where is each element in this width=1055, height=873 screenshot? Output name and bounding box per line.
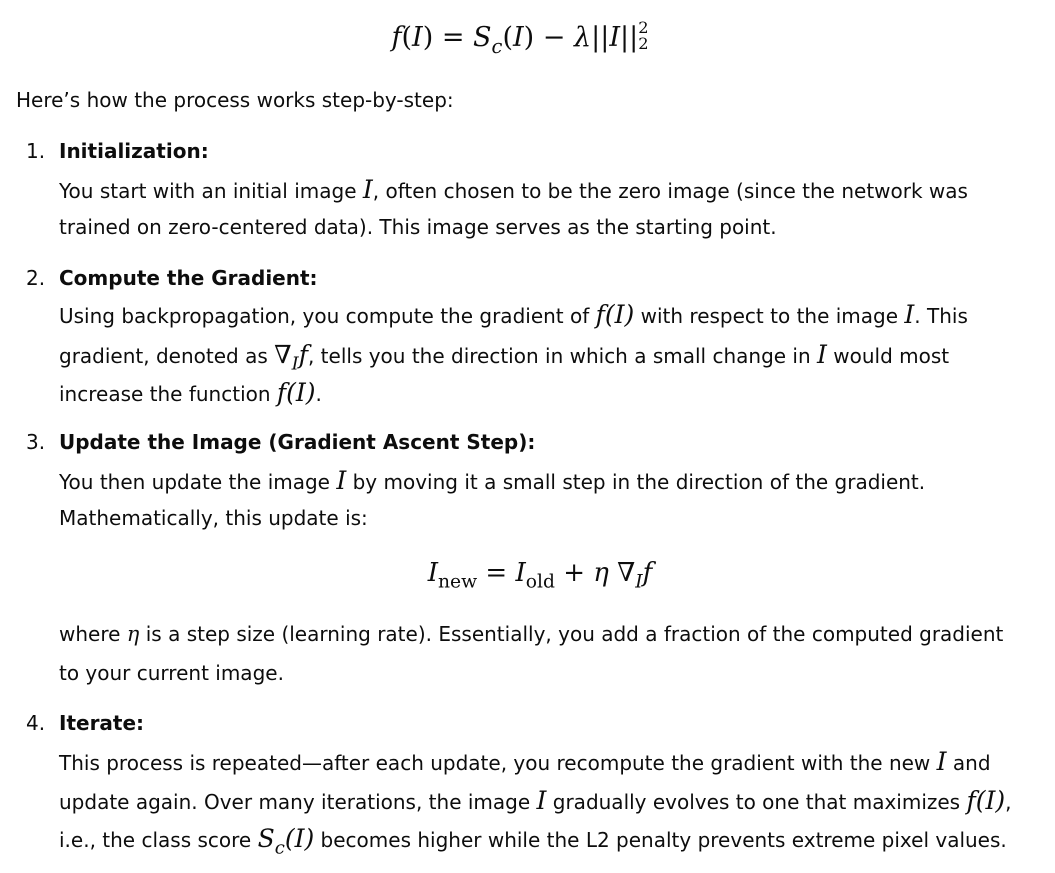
eq-norm-close: ||: [620, 21, 639, 53]
eq-c: c: [491, 34, 503, 58]
step-1-title: Initialization:: [59, 139, 209, 163]
math-I: I: [936, 747, 947, 776]
step-3-line-3: where η is a step size (learning rate). Essentially, you add a fraction of the computed gradient: [59, 622, 1004, 646]
math-I: I: [336, 466, 347, 495]
step-4-line-3: i.e., the class score $S_c(I)$ becomes higher while the L2 penalty prevents extreme pixel values.: [59, 824, 1007, 859]
objective-equation: $f(I) = S_c(I) - \lambda||I||$ 2 2: [391, 18, 649, 58]
step-4-number: 4.: [26, 711, 46, 735]
step-3-line-4: to your current image.: [59, 661, 284, 685]
intro-text: Here’s how the process works step-by-step:: [16, 88, 454, 112]
step-1-line-1: You start with an initial image I, often chosen to be the zero image (since the network was: [59, 175, 968, 204]
math-eta: η: [126, 622, 140, 646]
eq-equals: =: [433, 21, 474, 53]
eq-f: f: [391, 21, 402, 53]
math-fI: f(I): [276, 378, 316, 407]
step-2-line-2: gradient, denoted as $\nabla_If$, tells you the direction in which a small change in I would most: [59, 340, 950, 375]
eq-norm-open: ||: [591, 21, 610, 53]
eq-supsub: [638, 20, 648, 52]
step-2-line-1: Using backpropagation, you compute the gradient of f(I) with respect to the image I. This: [59, 300, 968, 329]
step-4-line-1: This process is repeated—after each update, you recompute the gradient with the new I and: [59, 747, 991, 776]
step-1-line-2: trained on zero-centered data). This image serves as the starting point.: [59, 215, 777, 239]
step-3-number: 3.: [26, 430, 46, 454]
math-I: I: [536, 786, 547, 815]
eq-sup: 2: [638, 18, 649, 37]
math-fI: f(I): [966, 786, 1006, 815]
math-ScI: $S_c(I)$: [257, 824, 315, 859]
eq-lambda: λ: [574, 21, 592, 53]
eq-sub: 2: [638, 34, 649, 54]
step-4-title: Iterate:: [59, 711, 145, 735]
eq-S: S: [473, 21, 492, 53]
step-1-number: 1.: [26, 139, 46, 163]
math-I: I: [817, 340, 827, 369]
step-4-line-2: update again. Over many iterations, the image I gradually evolves to one that maximizes f(I),: [59, 786, 1012, 815]
step-3-title: Update the Image (Gradient Ascent Step):: [59, 430, 536, 454]
eq-minus: −: [534, 21, 574, 53]
step-2-line-3: increase the function f(I).: [59, 378, 322, 407]
eq-I2: I: [512, 21, 524, 53]
eq-I3: I: [609, 21, 620, 53]
math-I: I: [362, 175, 373, 204]
math-I: I: [904, 300, 915, 329]
step-2-number: 2.: [26, 266, 46, 290]
math-grad: $\nabla_If$: [274, 340, 308, 375]
step-3-line-1: You then update the image I by moving it a small step in the direction of the gradient.: [59, 466, 926, 495]
math-fI: f(I): [595, 300, 635, 329]
update-equation: $I_{new} = I_{old} + \eta$ $\nabla_If$: [427, 558, 653, 593]
eq-I: I: [412, 21, 423, 53]
step-3-line-2: Mathematically, this update is:: [59, 506, 368, 530]
step-2-title: Compute the Gradient:: [59, 266, 318, 290]
